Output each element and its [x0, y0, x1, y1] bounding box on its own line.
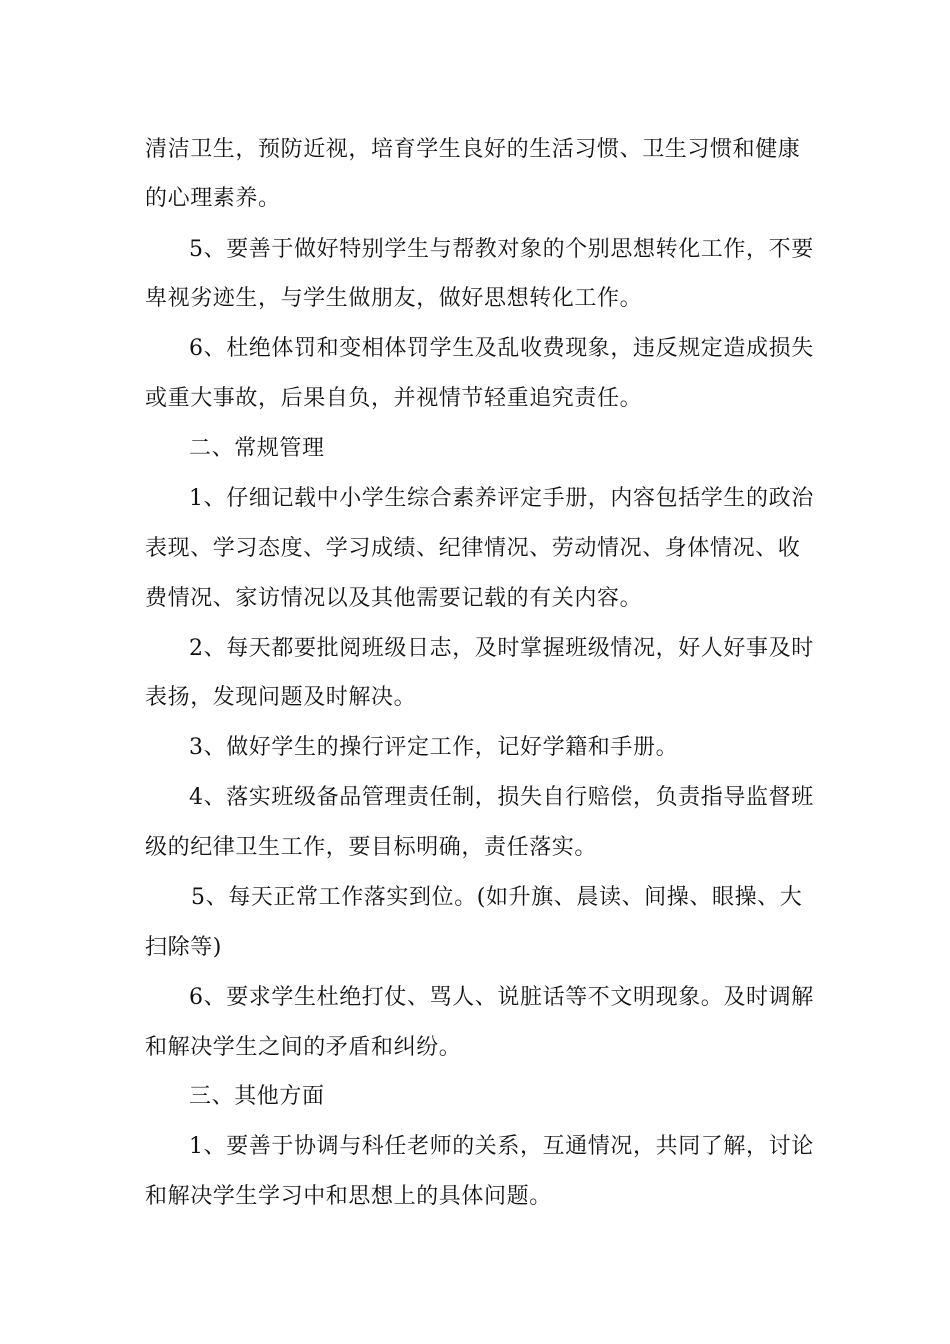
text-line: 的心理素养。: [145, 186, 281, 211]
text-line: 2、每天都要批阅班级日志，及时掌握班级情况，好人好事及时: [189, 636, 814, 661]
text-line: 6、杜绝体罚和变相体罚学生及乱收费现象，违反规定造成损失: [189, 336, 814, 361]
text-line: 5、要善于做好特别学生与帮教对象的个别思想转化工作，不要: [189, 237, 814, 262]
text-line: 扫除等): [145, 935, 222, 960]
text-line: 和解决学生之间的矛盾和纠纷。: [145, 1035, 462, 1060]
text-line: 5、每天正常工作落实到位。(如升旗、晨读、间操、眼操、大: [191, 885, 803, 910]
text-line: 表现、学习态度、学习成绩、纪律情况、劳动情况、身体情况、收: [145, 536, 801, 561]
text-line: 1、仔细记载中小学生综合素养评定手册，内容包括学生的政治: [189, 486, 814, 511]
text-line: 清洁卫生，预防近视，培育学生良好的生活习惯、卫生习惯和健康: [145, 137, 801, 162]
text-line: 级的纪律卫生工作，要目标明确，责任落实。: [145, 835, 598, 860]
text-line: 卑视劣迹生，与学生做朋友，做好思想转化工作。: [145, 286, 643, 311]
text-line: 6、要求学生杜绝打仗、骂人、说脏话等不文明现象。及时调解: [189, 985, 814, 1010]
section-heading: 三、其他方面: [189, 1084, 325, 1109]
text-line: 和解决学生学习中和思想上的具体问题。: [145, 1184, 552, 1209]
text-line: 表扬，发现问题及时解决。: [145, 685, 417, 710]
text-line: 1、要善于协调与科任老师的关系，互通情况，共同了解，讨论: [189, 1134, 814, 1159]
text-line: 或重大事故，后果自负，并视情节轻重追究责任。: [145, 386, 643, 411]
text-line: 费情况、家访情况以及其他需要记载的有关内容。: [145, 586, 643, 611]
section-heading: 二、常规管理: [189, 436, 325, 461]
text-line: 4、落实班级备品管理责任制，损失自行赔偿，负责指导监督班: [189, 785, 814, 810]
text-line: 3、做好学生的操行评定工作，记好学籍和手册。: [189, 735, 679, 760]
